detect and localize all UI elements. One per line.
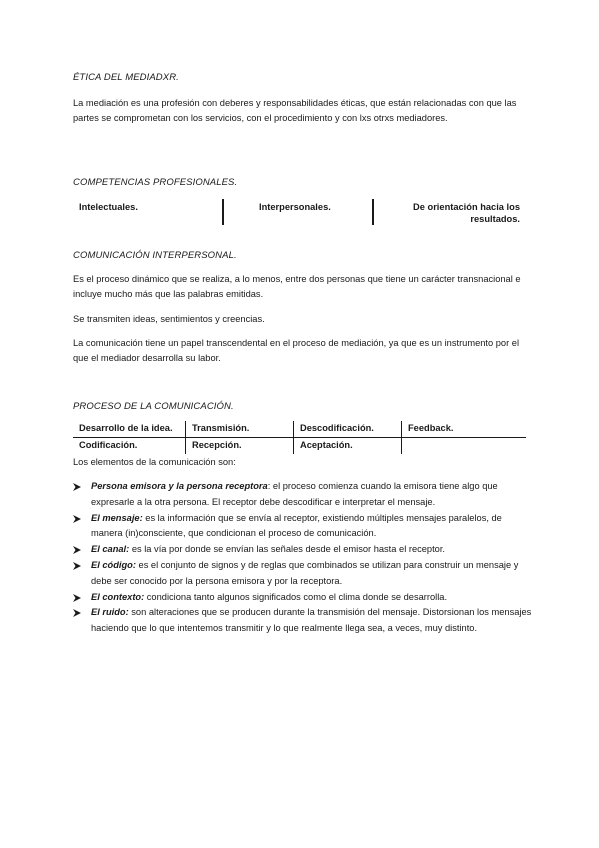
list-item [73, 605, 533, 637]
competency-interpersonal: Interpersonales. [259, 202, 331, 212]
column-divider [222, 199, 224, 225]
list-item [73, 542, 533, 558]
arrow-bullet-icon [73, 546, 81, 554]
competency-intellectual: Intelectuales. [79, 202, 138, 212]
column-divider [372, 199, 374, 225]
element-text: : el proceso comienza cuando la emisora tiene algo que expresarle a la otra persona. El receptor debe descodificar e interpretar el mensaje. [91, 481, 498, 507]
elements-intro: Los elementos de la comunicación son: [73, 457, 236, 467]
communication-heading: COMUNICACIÓN INTERPERSONAL. [73, 250, 237, 261]
communication-paragraph: La comunicación tiene un papel transcendental en el proceso de mediación, ya que es un instrumento por el que el mediador desarrolla su labor. [73, 338, 520, 363]
communication-paragraph: Se transmiten ideas, sentimientos y creencias. [73, 314, 265, 324]
arrow-bullet-icon [73, 609, 81, 617]
element-text: son alteraciones que se producen durante la transmisión del mensaje. Distorsionan los mensajes haciendo que lo que intentemos transmitir y lo que realmente llega sea, a veces, muy distinto. [91, 607, 532, 634]
competencies-heading: COMPETENCIAS PROFESIONALES. [73, 177, 238, 188]
arrow-bullet-icon [73, 515, 81, 523]
list-item [73, 511, 533, 543]
element-term: El ruido: [91, 607, 129, 618]
ethics-paragraph: La mediación es una profesión con deberes y responsabilidades éticas, que están relacionadas con que las partes se comprometan con los servicios, con el procedimiento y con lxs otrxs mediadores. [73, 98, 517, 123]
element-text: condiciona tanto algunos significados como el clima donde se desarrolla. [144, 591, 448, 602]
competency-results: De orientación hacia los resultados. [413, 202, 520, 224]
arrow-bullet-icon [73, 483, 81, 491]
element-term: El canal: [91, 544, 130, 555]
elements-list [73, 479, 533, 637]
table-row [73, 438, 526, 455]
arrow-bullet-icon [73, 562, 81, 570]
table-cell [402, 438, 527, 455]
element-term: Persona emisora y la persona receptora [91, 481, 268, 491]
element-term: El contexto: [91, 591, 145, 602]
process-table [73, 421, 526, 454]
element-text: es el conjunto de signos y de reglas que combinados se utilizan para construir un mensaje y debe ser conocido por la persona emisora y por la receptora. [91, 559, 519, 586]
element-term: El código: [91, 559, 136, 570]
list-item [73, 590, 533, 606]
table-cell: Codificación. [73, 438, 186, 455]
list-item [73, 558, 533, 590]
table-cell: Transmisión. [186, 421, 294, 438]
table-cell: Desarrollo de la idea. [73, 421, 186, 438]
table-cell: Recepción. [186, 438, 294, 455]
table-cell: Aceptación. [294, 438, 402, 455]
element-text: es la vía por donde se envían las señales desde el emisor hasta el receptor. [129, 544, 446, 555]
ethics-heading: ÉTICA DEL MEDIADXR. [73, 72, 179, 83]
process-heading: PROCESO DE LA COMUNICACIÓN. [73, 401, 234, 412]
table-cell: Descodificación. [294, 421, 402, 438]
element-text: es la información que se envía al receptor, existiendo múltiples mensajes paralelos, de manera (in)consciente, que condicionan el proceso de comunicación. [91, 512, 502, 539]
table-row [73, 421, 526, 438]
competencies-row [73, 199, 525, 227]
table-cell: Feedback. [402, 421, 527, 438]
communication-paragraph: Es el proceso dinámico que se realiza, a lo menos, entre dos personas que tiene un carácter transnacional e incluye mucho más que las palabras emitidas. [73, 274, 521, 299]
element-term: El mensaje: [91, 512, 143, 523]
list-item [73, 479, 533, 511]
arrow-bullet-icon [73, 594, 81, 602]
